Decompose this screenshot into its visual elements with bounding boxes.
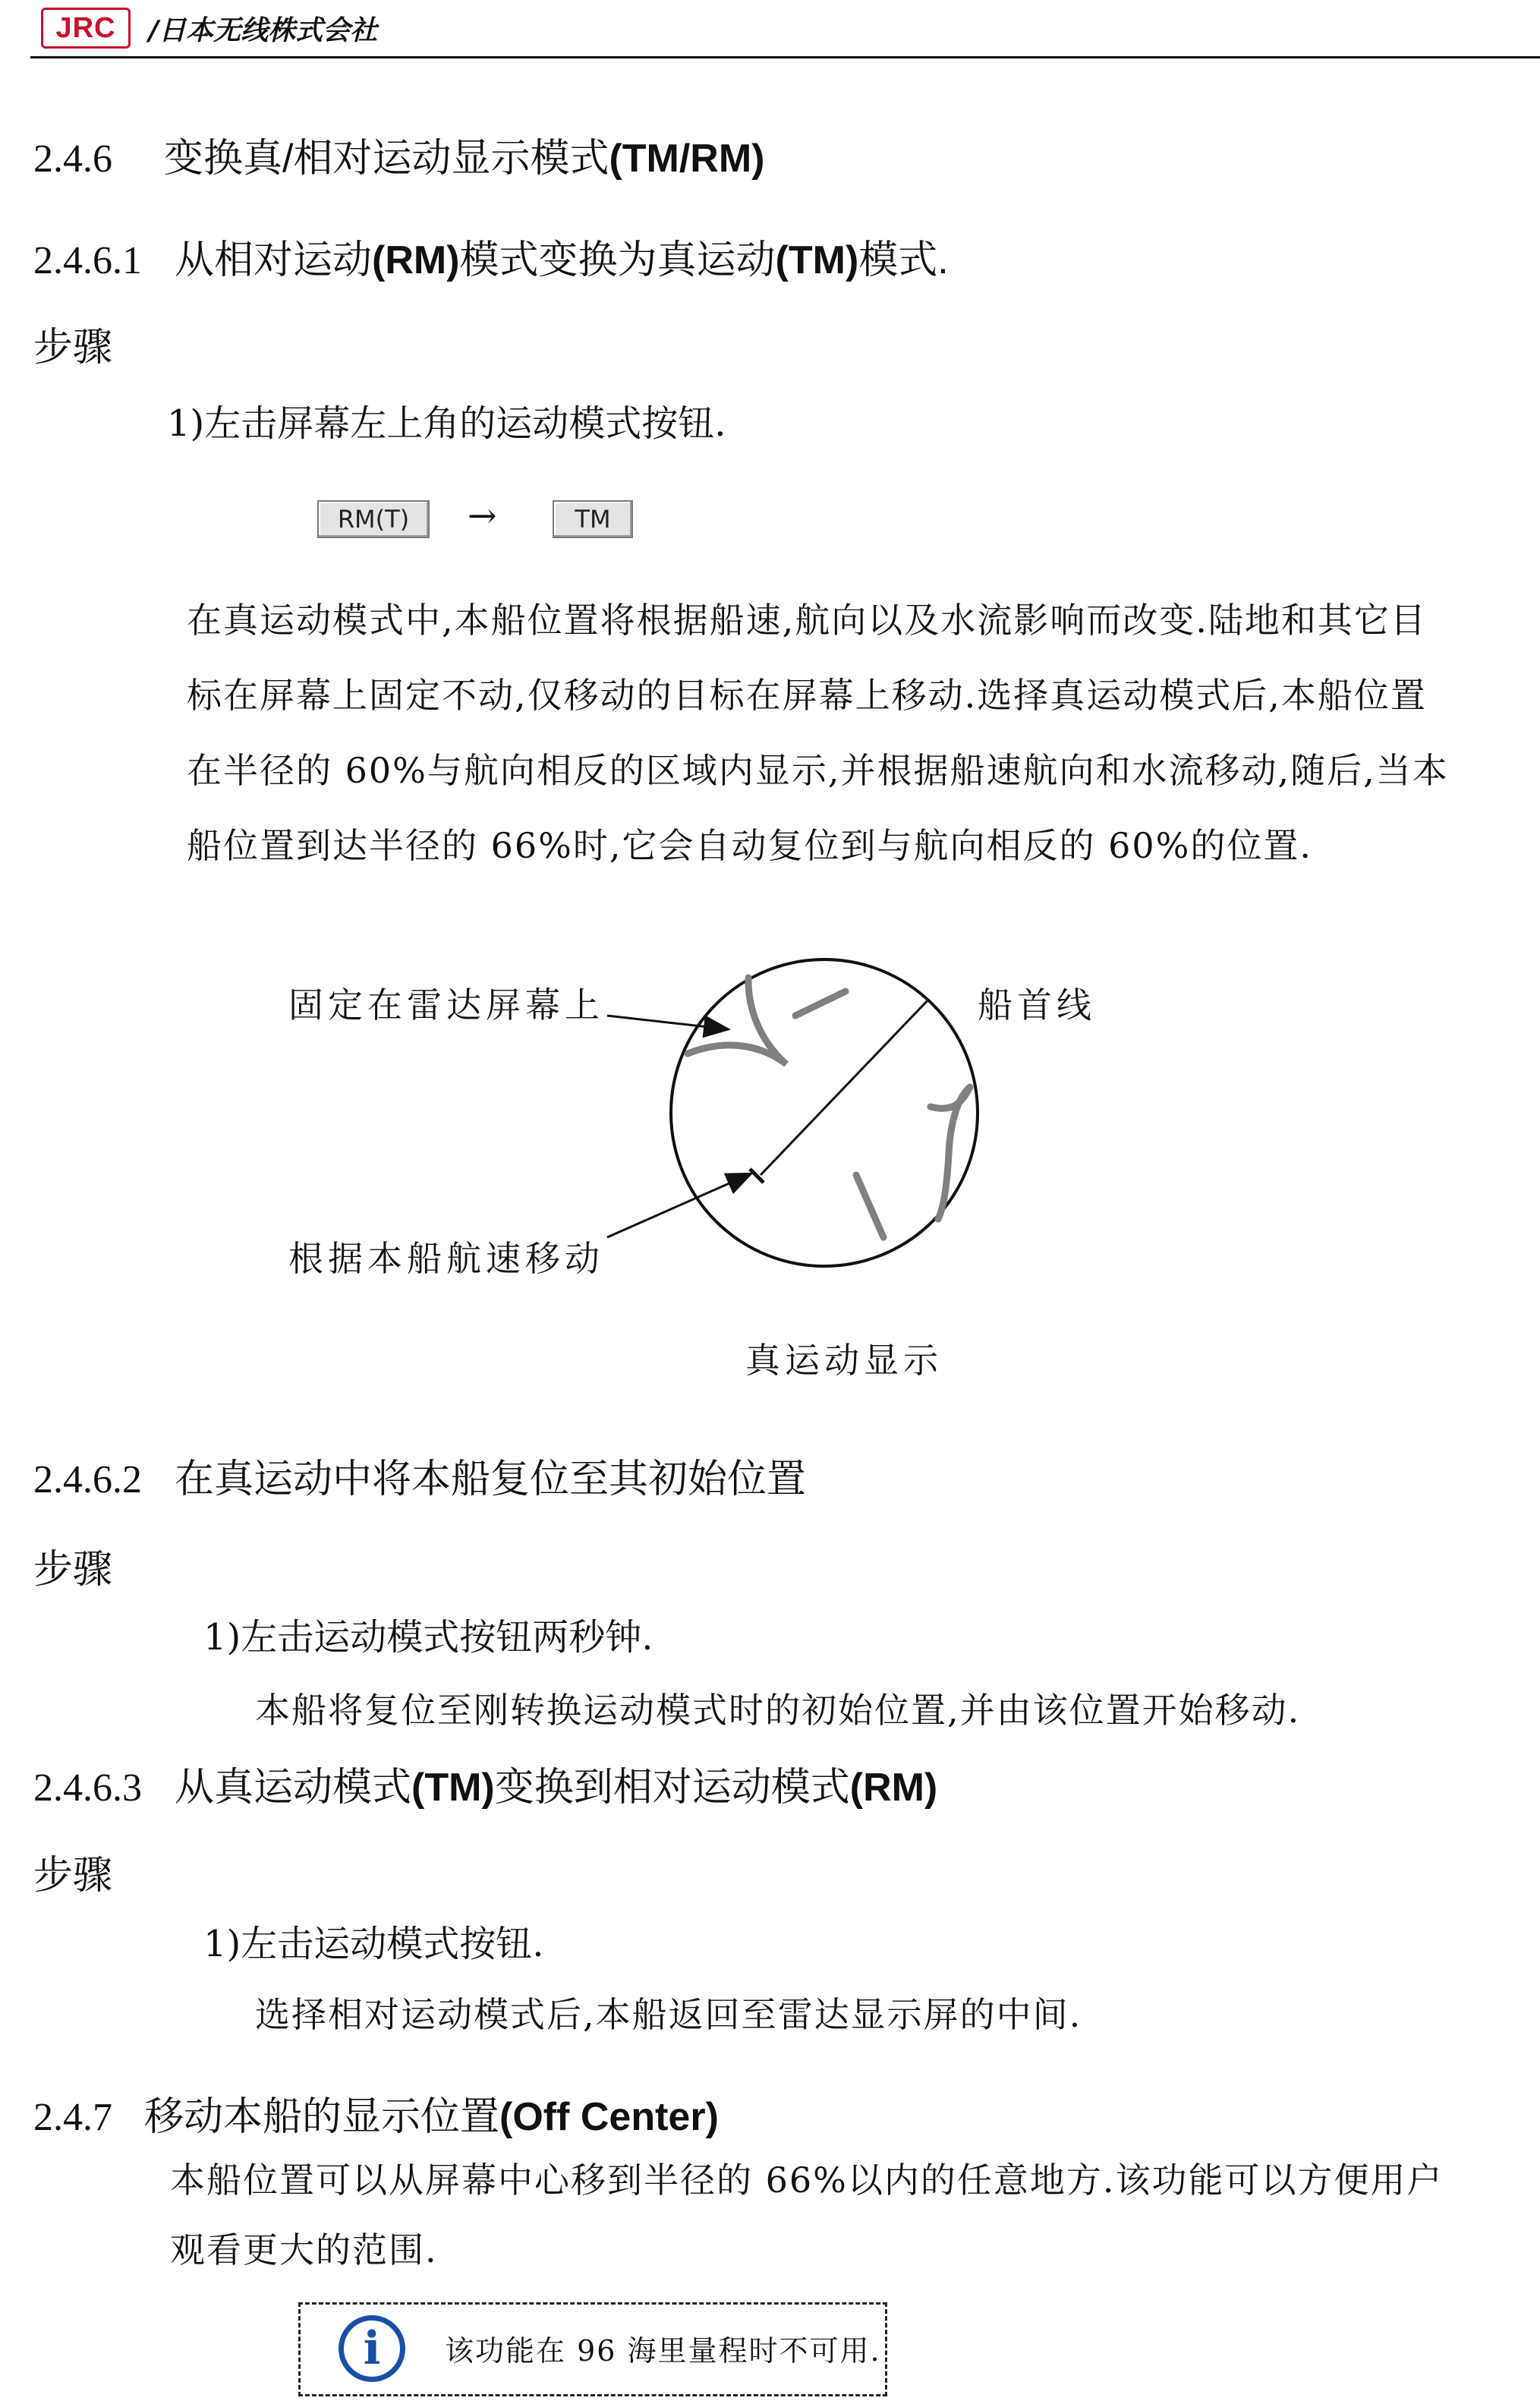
steps-label: 步骤: [33, 325, 113, 370]
text-line: 本船位置可以从屏幕中心移到半径的 66%以内的任意地方.该功能可以方便用户: [170, 2160, 1444, 2201]
section-title-en: (TM/RM): [609, 137, 765, 181]
section-number: 2.4.6: [33, 137, 112, 181]
title-part: 模式变换为真运动: [459, 238, 776, 282]
step-number: 1): [203, 1923, 241, 1965]
step-number: 1): [203, 1616, 241, 1659]
label-heading-line: 船首线: [978, 985, 1096, 1026]
step-text: 左击运动模式按钮两秒钟.: [241, 1616, 653, 1659]
step-1: [203, 1914, 544, 1967]
title-part: 从真运动模式: [175, 1766, 412, 1810]
section-heading-2-4-6-3: [33, 1755, 937, 1812]
info-icon: i: [339, 2315, 405, 2382]
text-line: 在真运动模式中,本船位置将根据船速,航向以及水流影响而改变.陆地和其它目: [187, 600, 1427, 641]
header-divider: [30, 56, 1540, 58]
text-line: 船位置到达半径的 66%时,它会自动复位到与航向相反的 60%的位置.: [187, 825, 1312, 866]
target-mark: [856, 1175, 883, 1237]
step-text: 左击运动模式按钮.: [241, 1923, 544, 1965]
info-note-box: [298, 2302, 887, 2396]
heading-line: [761, 999, 929, 1175]
steps-label: 步骤: [33, 1853, 113, 1898]
section-title: 变换真/相对运动显示模式: [164, 137, 609, 181]
step-text: 左击屏幕左上角的运动模式按钮.: [204, 402, 726, 445]
section-number: 2.4.6.3: [33, 1766, 142, 1810]
title-part: (RM): [372, 238, 460, 282]
info-note-text: 该功能在 96 海里量程时不可用.: [445, 2334, 881, 2368]
text-line: 在半径的 60%与航向相反的区域内显示,并根据船速航向和水流移动,随后,当本: [187, 750, 1449, 791]
label-moves-with-speed: 根据本船航速移动: [288, 1238, 604, 1279]
section-number: 2.4.6.2: [33, 1458, 142, 1501]
leader-arrow: [607, 1016, 729, 1029]
label-fixed-on-screen: 固定在雷达屏幕上: [288, 985, 604, 1026]
title-part: (TM): [775, 238, 859, 282]
tm-button[interactable]: TM: [553, 500, 633, 538]
own-ship-mark: [750, 1169, 764, 1183]
section-number: 2.4.7: [33, 2096, 112, 2139]
step-result-note: 本船将复位至刚转换运动模式时的初始位置,并由该位置开始移动.: [255, 1690, 1301, 1731]
title-part: (RM): [849, 1766, 938, 1810]
company-name: /日本无线株式会社: [149, 15, 378, 46]
section-title: 移动本船的显示位置: [144, 2095, 500, 2139]
steps-label: 步骤: [33, 1547, 113, 1593]
off-center-description: [170, 2145, 1444, 2285]
step-number: 1): [167, 402, 205, 445]
jrc-logo: JRC: [41, 8, 131, 49]
step-result-note: 选择相对运动模式后,本船返回至雷达显示屏的中间.: [255, 1994, 1082, 2035]
tm-description: [187, 583, 1449, 884]
title-part: 从相对运动: [175, 238, 373, 282]
diagram-caption: 真运动显示: [745, 1340, 943, 1381]
right-arrow-icon: →: [468, 495, 497, 536]
text-line: 标在屏幕上固定不动,仅移动的目标在屏幕上移动.选择真运动模式后,本船位置: [187, 675, 1427, 716]
title-part: 变换到相对运动模式: [494, 1766, 850, 1810]
radar-circle: [671, 959, 978, 1266]
section-title-en: (Off Center): [499, 2095, 719, 2139]
rm-t-button[interactable]: RM(T): [317, 500, 430, 538]
section-heading-2-4-6-2: [33, 1447, 806, 1504]
step-1: [203, 1608, 653, 1660]
section-heading-2-4-7: [33, 2084, 719, 2141]
target-mark: [795, 991, 846, 1016]
leader-arrow: [607, 1174, 751, 1237]
true-motion-diagram: [0, 926, 1540, 1382]
section-heading-2-4-6: [33, 126, 764, 183]
section-heading-2-4-6-1: [33, 228, 949, 285]
section-number: 2.4.6.1: [33, 239, 142, 282]
title-part: 模式.: [858, 238, 949, 282]
step-1: [167, 394, 726, 446]
section-title: 在真运动中将本船复位至其初始位置: [175, 1457, 807, 1501]
text-line: 观看更大的范围.: [170, 2229, 438, 2270]
title-part: (TM): [411, 1766, 495, 1810]
